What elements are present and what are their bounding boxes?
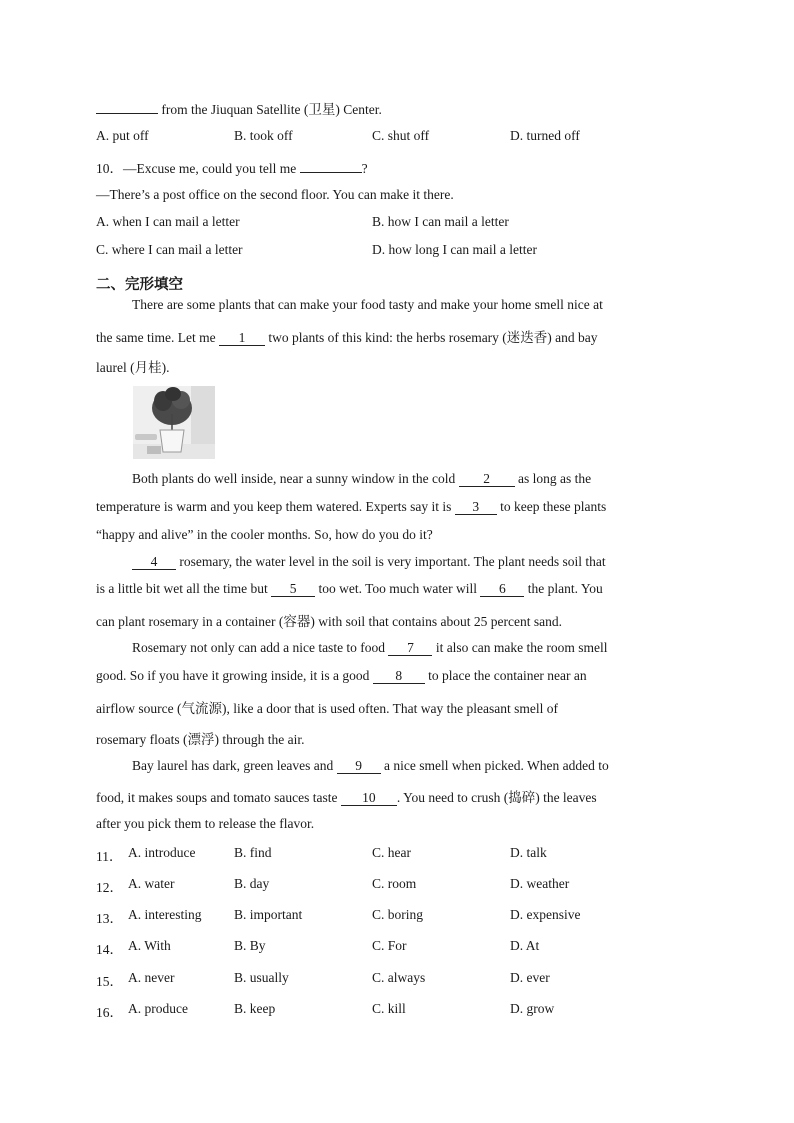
option-a: A. produce bbox=[128, 1001, 188, 1016]
option-d: D. ever bbox=[510, 970, 550, 985]
passage-p1-line3: laurel (月桂). bbox=[96, 360, 170, 375]
q9-option-a: A. put off bbox=[96, 128, 149, 143]
section-title: 二、完形填空 bbox=[96, 277, 183, 293]
passage-p3-line2 bbox=[96, 581, 603, 597]
option-a: A. interesting bbox=[128, 907, 202, 922]
option-c: C. hear bbox=[372, 845, 411, 860]
blank-4: 4 bbox=[132, 555, 176, 570]
option-b: B. day bbox=[234, 876, 270, 891]
q10-stem: 10．—Excuse me, could you tell me bbox=[96, 161, 297, 176]
blank-2: 2 bbox=[459, 472, 515, 487]
option-a: A. water bbox=[128, 876, 175, 891]
option-c: C. always bbox=[372, 970, 426, 985]
passage-text: as long as the bbox=[517, 471, 592, 486]
passage-p5-line2 bbox=[96, 786, 597, 806]
q9-option-b: B. took off bbox=[234, 128, 293, 143]
passage-text: to keep these plants bbox=[500, 499, 607, 514]
passage-p5-line3: after you pick them to release the flavor. bbox=[96, 816, 315, 831]
option-c: C. For bbox=[372, 938, 407, 953]
passage-p4-line2 bbox=[96, 668, 587, 684]
passage-p2-line1 bbox=[132, 471, 591, 487]
answer-blank bbox=[96, 101, 158, 114]
passage-text: a nice smell when picked. When added to bbox=[384, 758, 609, 773]
passage-p3-line3: can plant rosemary in a container (容器) with soil that contains about 25 percent sand. bbox=[96, 614, 562, 629]
q10-option-b: B. how I can mail a letter bbox=[372, 214, 509, 229]
option-d: D. weather bbox=[510, 876, 570, 891]
blank-5: 5 bbox=[271, 582, 315, 597]
passage-text: the same time. Let me bbox=[96, 330, 216, 345]
question-number: 13． bbox=[96, 911, 123, 926]
question-number: 12． bbox=[96, 880, 123, 895]
passage-text: temperature is warm and you keep them watered. Experts say it is bbox=[96, 499, 452, 514]
q10-option-a: A. when I can mail a letter bbox=[96, 214, 240, 229]
plant-photo-icon bbox=[133, 386, 215, 459]
passage-p2-line2 bbox=[96, 499, 606, 515]
blank-10: 10 bbox=[341, 791, 397, 806]
passage-text: food, it makes soups and tomato sauces taste bbox=[96, 790, 338, 805]
option-b: B. find bbox=[234, 845, 272, 860]
blank-9: 9 bbox=[337, 759, 381, 774]
option-a: A. never bbox=[128, 970, 175, 985]
question-number: 14． bbox=[96, 942, 123, 957]
passage-text: to place the container near an bbox=[428, 668, 587, 683]
rosemary-plant-image bbox=[133, 386, 215, 459]
q9-option-d: D. turned off bbox=[510, 128, 580, 143]
option-d: D. At bbox=[510, 938, 540, 953]
passage-p4-line3: airflow source (气流源), like a door that is used often. That way the pleasant smell of bbox=[96, 701, 558, 716]
q9-tail-line bbox=[96, 98, 382, 118]
blank-7: 7 bbox=[388, 641, 432, 656]
question-number: 15． bbox=[96, 974, 123, 989]
passage-text: two plants of this kind: the herbs rosemary (迷迭香) and bay bbox=[268, 330, 598, 345]
blank-6: 6 bbox=[480, 582, 524, 597]
passage-text: good. So if you have it growing inside, it is a good bbox=[96, 668, 370, 683]
passage-text: Both plants do well inside, near a sunny window in the cold bbox=[132, 471, 456, 486]
passage-text: Rosemary not only can add a nice taste to food bbox=[132, 640, 386, 655]
option-d: D. talk bbox=[510, 845, 547, 860]
question-number: 11． bbox=[96, 849, 123, 864]
option-d: D. expensive bbox=[510, 907, 581, 922]
q10-stem-line bbox=[96, 157, 368, 177]
question-number: 16． bbox=[96, 1005, 123, 1020]
q10-option-d: D. how long I can mail a letter bbox=[372, 242, 537, 257]
blank-3: 3 bbox=[455, 500, 497, 515]
option-d: D. grow bbox=[510, 1001, 555, 1016]
passage-text: . You need to crush (捣碎) the leaves bbox=[396, 790, 597, 805]
answer-blank bbox=[300, 160, 362, 173]
option-c: C. boring bbox=[372, 907, 424, 922]
passage-text: too wet. Too much water will bbox=[318, 581, 477, 596]
q9-tail-text: from the Jiuquan Satellite (卫星) Center. bbox=[161, 102, 382, 117]
passage-p5-line1 bbox=[132, 758, 609, 774]
option-c: C. room bbox=[372, 876, 417, 891]
passage-text: rosemary, the water level in the soil is very important. The plant needs soil that bbox=[179, 554, 606, 569]
passage-p1-line2 bbox=[96, 326, 598, 346]
passage-p2-line3: “happy and alive” in the cooler months. So, how do you do it? bbox=[96, 527, 433, 542]
passage-text: it also can make the room smell bbox=[435, 640, 608, 655]
option-a: A. With bbox=[128, 938, 171, 953]
q10-reply: —There’s a post office on the second floor. You can make it there. bbox=[96, 187, 454, 202]
passage-p1-line1: There are some plants that can make your food tasty and make your home smell nice at bbox=[132, 297, 603, 312]
passage-p3-line1 bbox=[132, 554, 606, 570]
blank-1: 1 bbox=[219, 331, 265, 346]
passage-p4-line1 bbox=[132, 640, 608, 656]
option-b: B. keep bbox=[234, 1001, 276, 1016]
q10-option-c: C. where I can mail a letter bbox=[96, 242, 243, 257]
option-b: B. By bbox=[234, 938, 266, 953]
q10-stem-end: ? bbox=[361, 161, 368, 176]
blank-8: 8 bbox=[373, 669, 425, 684]
option-b: B. usually bbox=[234, 970, 289, 985]
passage-text: the plant. You bbox=[527, 581, 603, 596]
q9-option-c: C. shut off bbox=[372, 128, 430, 143]
passage-p4-line4: rosemary floats (漂浮) through the air. bbox=[96, 732, 305, 747]
option-c: C. kill bbox=[372, 1001, 406, 1016]
passage-text: Bay laurel has dark, green leaves and bbox=[132, 758, 334, 773]
passage-text: is a little bit wet all the time but bbox=[96, 581, 268, 596]
option-b: B. important bbox=[234, 907, 303, 922]
option-a: A. introduce bbox=[128, 845, 196, 860]
